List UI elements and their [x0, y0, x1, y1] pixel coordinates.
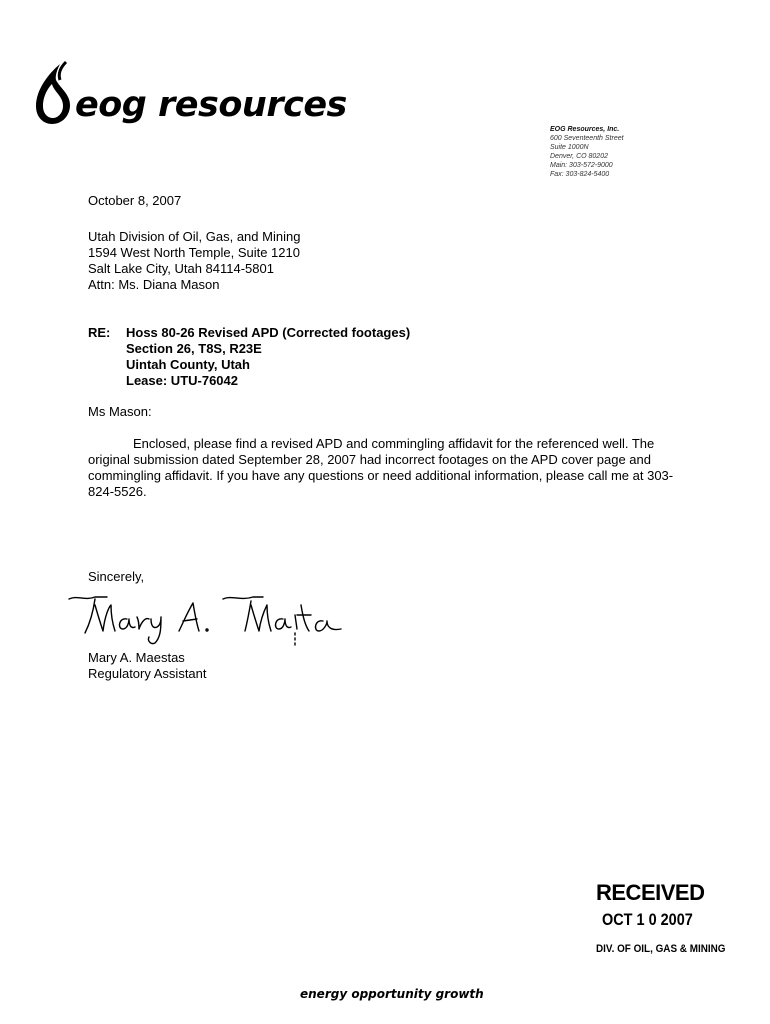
re-line: Lease: UTU-76042 [126, 373, 238, 388]
letterhead-line: 600 Seventeenth Street [550, 135, 624, 142]
letterhead-company-name: EOG Resources, Inc. [550, 126, 620, 133]
letterhead-line: Denver, CO 80202 [550, 153, 608, 160]
letterhead-address [550, 125, 710, 179]
flame-logo-icon [30, 58, 80, 128]
body-paragraph [88, 436, 688, 500]
re-line: Uintah County, Utah [126, 357, 250, 372]
received-stamp-title: RECEIVED [596, 880, 705, 905]
received-stamp [596, 880, 766, 956]
signer-name: Mary A. Maestas [88, 650, 185, 665]
salutation: Ms Mason: [88, 404, 152, 419]
re-line: Hoss 80-26 Revised APD (Corrected footages) [126, 325, 411, 340]
letter-date: October 8, 2007 [88, 193, 182, 208]
letterhead-line: Main: 303-572-9000 [550, 162, 613, 169]
handwritten-signature [65, 585, 345, 655]
recipient-line: 1594 West North Temple, Suite 1210 [88, 245, 300, 260]
re-line: Section 26, T8S, R23E [126, 341, 262, 356]
footer-tagline: energy opportunity growth [300, 987, 484, 1001]
received-stamp-division: DIV. OF OIL, GAS & MINING [596, 943, 726, 955]
eog-logo [30, 58, 370, 138]
re-subject [126, 325, 410, 389]
re-label: RE: [88, 325, 111, 340]
signer-title: Regulatory Assistant [88, 666, 207, 681]
signer-block [88, 650, 207, 682]
recipient-line: Salt Lake City, Utah 84114-5801 [88, 261, 274, 276]
recipient-line: Utah Division of Oil, Gas, and Mining [88, 229, 301, 244]
letterhead-line: Fax: 303-824-5400 [550, 171, 610, 178]
received-stamp-date: OCT 1 0 2007 [602, 910, 693, 929]
letterhead-line: Suite 1000N [550, 144, 589, 151]
closing: Sincerely, [88, 569, 145, 584]
recipient-address [88, 229, 300, 293]
body-text: Enclosed, please find a revised APD and commingling affidavit for the referenced well. The original submission dated September 28, 2007 had incorrect footages on the APD cover page and commingling affidavit. If you have any questions or need additional information, please call me at 303-824-5526. [88, 436, 674, 499]
recipient-line: Attn: Ms. Diana Mason [88, 277, 220, 292]
logo-wordmark: eog resources [75, 85, 347, 125]
